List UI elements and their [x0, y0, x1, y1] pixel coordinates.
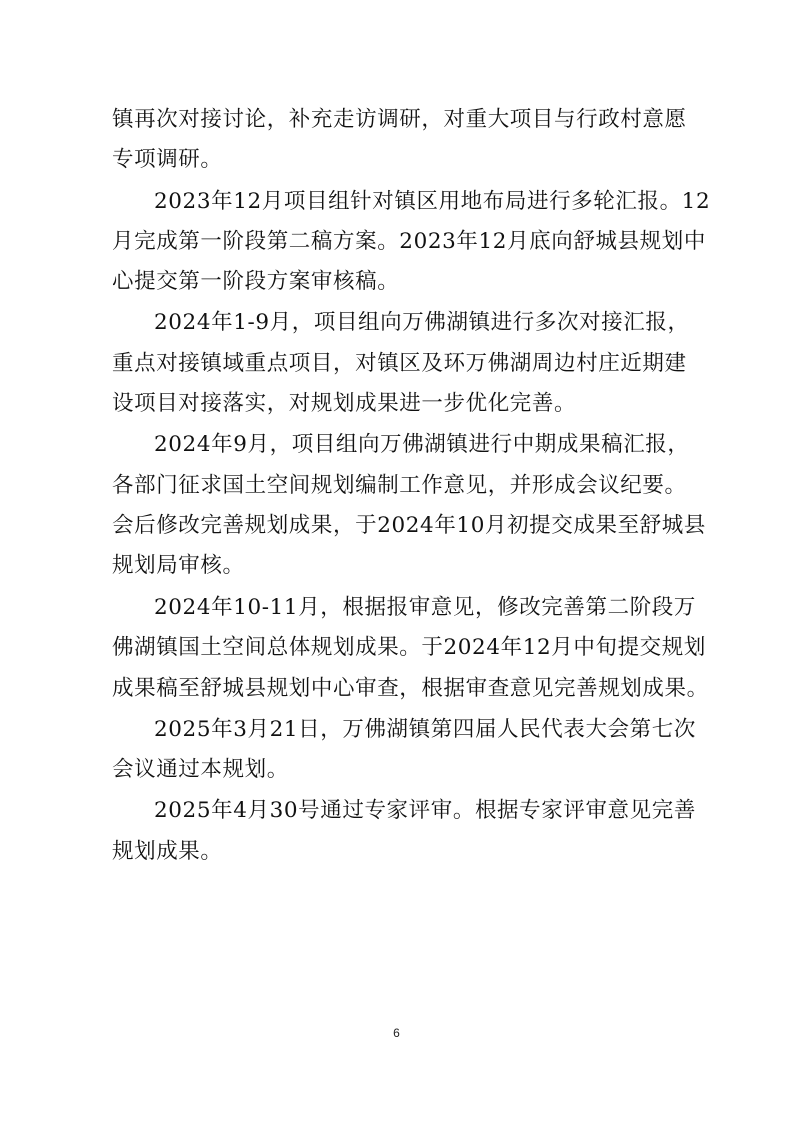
- paragraph-3-line-3: 设项目对接落实，对规划成果进一步优化完善。: [112, 391, 577, 416]
- paragraph-7-line-2: 规划成果。: [112, 839, 223, 864]
- paragraph-2-line-2: 月完成第一阶段第二稿方案。2023年12月底向舒城县规划中: [112, 229, 706, 254]
- paragraph-4-line-1: 2024年9月，项目组向万佛湖镇进行中期成果稿汇报，: [154, 432, 690, 457]
- paragraph-5-line-1: 2024年10-11月，根据报审意见，修改完善第二阶段万: [154, 595, 696, 620]
- paragraph-4-line-2: 各部门征求国土空间规划编制工作意见，并形成会议纪要。: [112, 473, 687, 498]
- paragraph-1-line-2: 专项调研。: [112, 147, 223, 172]
- paragraph-3-line-2: 重点对接镇域重点项目，对镇区及环万佛湖周边村庄近期建: [112, 351, 687, 376]
- paragraph-7-line-1: 2025年4月30号通过专家评审。根据专家评审意见完善: [154, 798, 696, 823]
- paragraph-6-line-2: 会议通过本规划。: [112, 757, 289, 782]
- paragraph-3-line-1: 2024年1-9月，项目组向万佛湖镇进行多次对接汇报，: [154, 310, 690, 335]
- paragraph-2-line-3: 心提交第一阶段方案审核稿。: [112, 269, 400, 294]
- paragraph-4-line-3: 会后修改完善规划成果，于2024年10月初提交成果至舒城县: [112, 513, 706, 538]
- page-number: 6: [393, 1026, 400, 1040]
- paragraph-5-line-3: 成果稿至舒城县规划中心审查，根据审查意见完善规划成果。: [112, 676, 709, 701]
- paragraph-1-line-1: 镇再次对接讨论，补充走访调研，对重大项目与行政村意愿: [112, 107, 687, 132]
- paragraph-6-line-1: 2025年3月21日，万佛湖镇第四届人民代表大会第七次: [154, 717, 696, 742]
- paragraph-5-line-2: 佛湖镇国土空间总体规划成果。于2024年12月中旬提交规划: [112, 635, 706, 660]
- paragraph-2-line-1: 2023年12月项目组针对镇区用地布局进行多轮汇报。12: [154, 189, 711, 214]
- paragraph-4-line-4: 规划局审核。: [112, 553, 245, 578]
